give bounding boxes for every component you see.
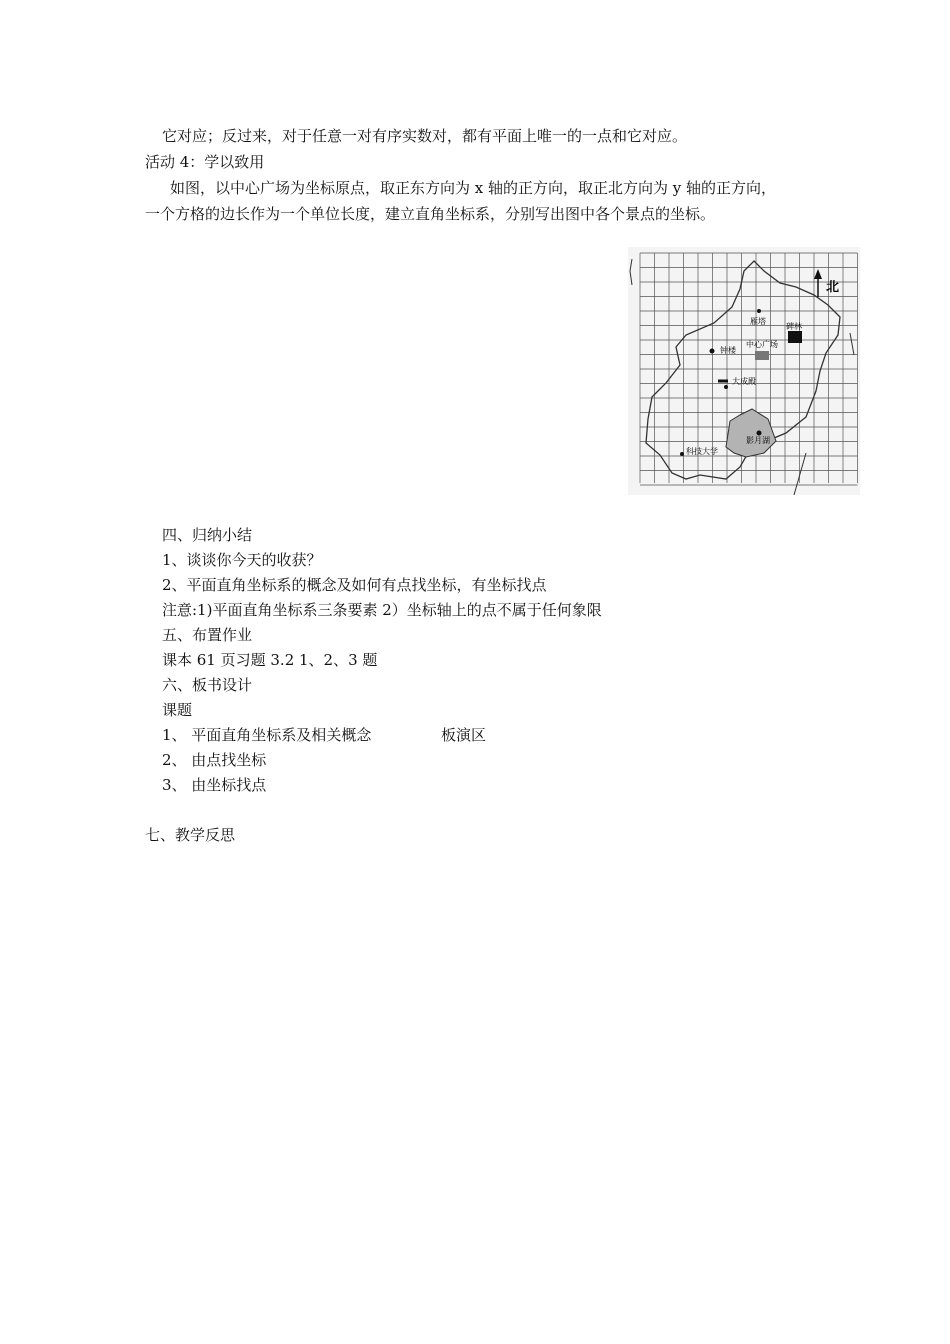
north-label: 北 — [826, 280, 840, 295]
activity-title: 活动 4：学以致用 — [145, 153, 265, 171]
board-item-1: 1、 平面直角坐标系及相关概念 — [162, 726, 372, 744]
grid-map-figure — [628, 247, 860, 495]
map-label-yingyuehu: 影月湖 — [746, 436, 770, 445]
map-label-yanta: 雁塔 — [750, 317, 766, 326]
summary-item-1: 1、谈谈你今天的收获？ — [162, 551, 322, 569]
section-homework-heading: 五、布置作业 — [162, 626, 253, 644]
map-label-keji: 科技大学 — [686, 447, 718, 456]
paragraph-line-1: 如图，以中心广场为坐标原点，取正东方向为 x 轴的正方向，取正北方向为 y 轴的正方向， — [170, 179, 777, 197]
board-item-2: 2、 由点找坐标 — [162, 751, 267, 769]
section-summary-heading: 四、归纳小结 — [162, 526, 253, 544]
map-label-zhonglou: 钟楼 — [720, 346, 736, 355]
map-label-center: 中心广场 — [746, 340, 778, 349]
text-line-1: 它对应；反过来，对于任意一对有序实数对，都有平面上唯一的一点和它对应。 — [162, 127, 688, 145]
section-reflection-heading: 七、教学反思 — [145, 826, 236, 844]
map-label-dachengdian: 大成殿 — [732, 377, 756, 386]
homework-item: 课本 61 页习题 3.2 1、2、3 题 — [162, 651, 378, 669]
paragraph-line-2: 一个方格的边长作为一个单位长度，建立直角坐标系，分别写出图中各个景点的坐标。 — [145, 205, 716, 223]
map-label-beilin: 碑林 — [786, 322, 802, 331]
summary-item-2: 2、平面直角坐标系的概念及如何有点找坐标，有坐标找点 — [162, 576, 547, 594]
summary-note: 注意:1)平面直角坐标系三条要素 2）坐标轴上的点不属于任何象限 — [162, 601, 602, 619]
board-item-3: 3、 由坐标找点 — [162, 776, 267, 794]
section-board-heading: 六、板书设计 — [162, 676, 253, 694]
board-demo-area: 板演区 — [441, 726, 487, 744]
board-title: 课题 — [162, 701, 193, 719]
